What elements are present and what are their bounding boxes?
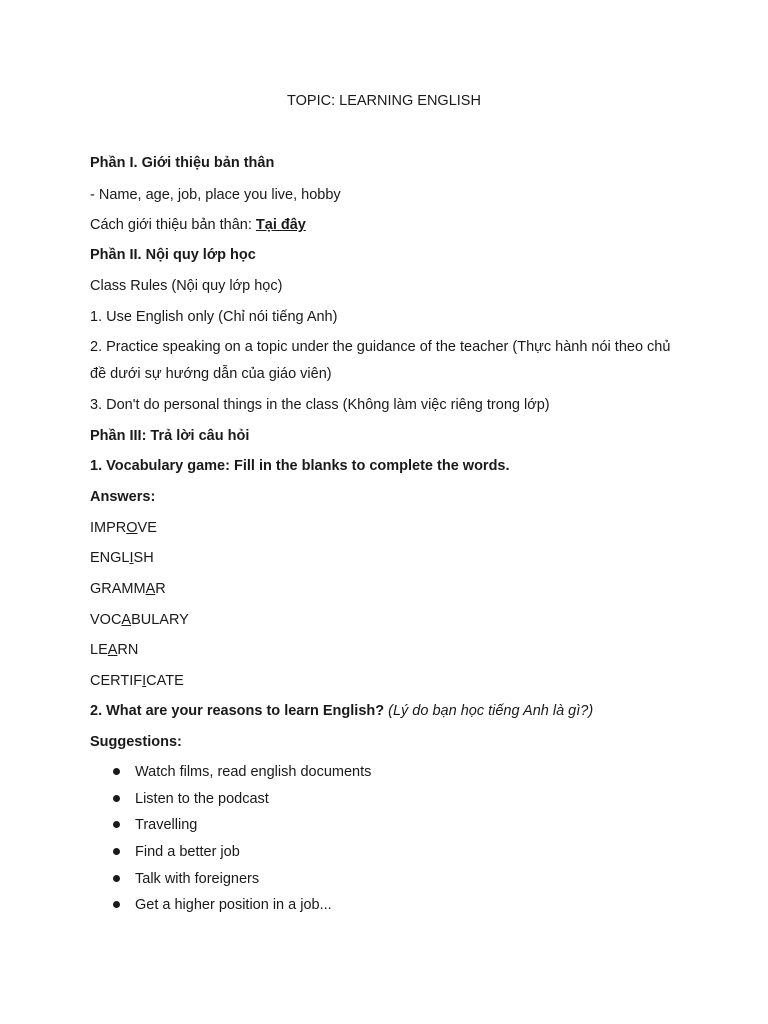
answer-suffix: VE xyxy=(137,520,157,536)
answer-filled-letter: A xyxy=(107,642,118,658)
part3-heading: Phần III: Trả lời câu hỏi xyxy=(90,428,250,444)
bullet-icon xyxy=(113,901,120,908)
part1-line: - Name, age, job, place you live, hobby xyxy=(90,187,341,203)
bullet-icon xyxy=(113,875,120,882)
intro-link[interactable]: Tại đây xyxy=(255,217,306,233)
answer-suffix: RN xyxy=(117,642,139,658)
bullet-icon xyxy=(113,768,120,775)
class-rules-line: Class Rules (Nội quy lớp học) xyxy=(90,278,283,294)
answer-word xyxy=(90,549,154,567)
list-item xyxy=(90,869,371,896)
question-2-translation: (Lý do bạn học tiếng Anh là gì?) xyxy=(384,703,594,719)
list-item-text: Travelling xyxy=(135,817,198,834)
answer-prefix: ENGL xyxy=(90,550,130,566)
answer-suffix: BULARY xyxy=(131,612,189,628)
answer-word xyxy=(90,519,157,537)
question-1: 1. Vocabulary game: Fill in the blanks to complete the words. xyxy=(90,458,510,474)
suggestions-list xyxy=(90,762,371,922)
list-item-text: Watch films, read english documents xyxy=(135,764,372,780)
answer-suffix: CATE xyxy=(146,673,184,689)
question-2 xyxy=(90,702,593,720)
answer-word xyxy=(90,580,166,598)
question-2-text: 2. What are your reasons to learn English? xyxy=(90,703,385,719)
answer-filled-letter: I xyxy=(129,550,134,566)
answer-prefix: GRAMM xyxy=(90,581,146,597)
answer-filled-letter: A xyxy=(121,612,132,628)
answer-word xyxy=(90,641,138,659)
document-title: TOPIC: LEARNING ENGLISH xyxy=(287,93,481,109)
bullet-icon xyxy=(113,795,120,802)
rule-1: 1. Use English only (Chỉ nói tiếng Anh) xyxy=(90,309,338,325)
list-item-text: Listen to the podcast xyxy=(135,790,269,807)
suggestions-label: Suggestions: xyxy=(90,734,182,750)
list-item-text: Find a better job xyxy=(135,844,240,861)
answer-word xyxy=(90,672,184,690)
bullet-icon xyxy=(113,848,120,855)
answer-filled-letter: A xyxy=(145,581,156,597)
answers-label: Answers: xyxy=(90,489,156,505)
part1-heading: Phần I. Giới thiệu bản thân xyxy=(90,155,275,171)
answer-prefix: LE xyxy=(90,642,108,658)
answer-word xyxy=(90,611,189,629)
answer-prefix: VOC xyxy=(90,612,122,628)
list-item xyxy=(90,842,371,869)
intro-line xyxy=(90,216,306,234)
list-item xyxy=(90,895,371,922)
list-item xyxy=(90,815,371,842)
answer-suffix: R xyxy=(155,581,166,597)
answer-prefix: IMPR xyxy=(90,520,127,536)
part2-heading: Phần II. Nội quy lớp học xyxy=(90,247,256,263)
answer-suffix: SH xyxy=(133,550,154,566)
intro-text: Cách giới thiệu bản thân: xyxy=(90,217,256,233)
answer-filled-letter: I xyxy=(142,673,147,689)
bullet-icon xyxy=(113,821,120,828)
rule-2: 2. Practice speaking on a topic under the guidance of the teacher (Thực hành nói theo chủ đề dưới sự hướng dẫn của giáo viên) xyxy=(90,339,671,382)
list-item xyxy=(90,789,371,816)
list-item-text: Talk with foreigners xyxy=(135,870,260,887)
list-item-text: Get a higher position in a job... xyxy=(135,897,332,914)
rule-3: 3. Don't do personal things in the class (Không làm việc riêng trong lớp) xyxy=(90,397,550,413)
answer-filled-letter: O xyxy=(126,520,138,536)
answer-prefix: CERTIF xyxy=(90,673,143,689)
list-item xyxy=(90,762,371,789)
